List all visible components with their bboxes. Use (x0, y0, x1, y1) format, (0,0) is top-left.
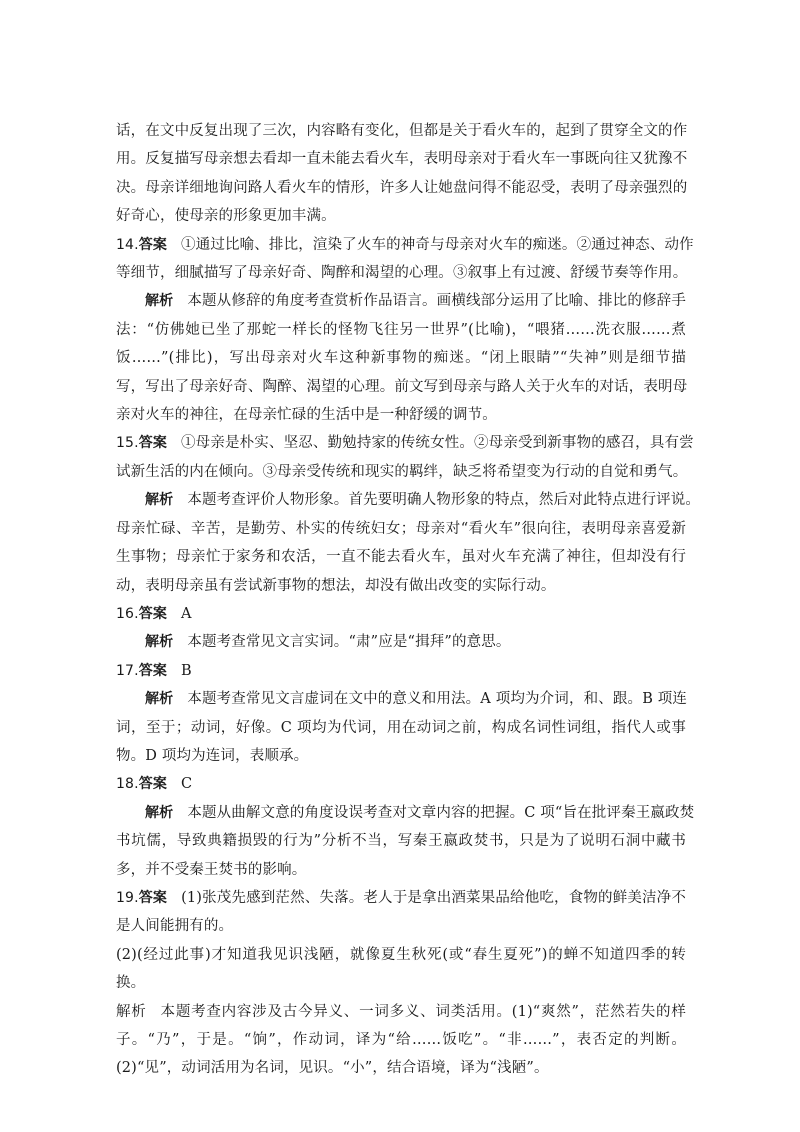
question-number: 17. (116, 662, 139, 679)
answer-label: 答案 (138, 662, 168, 679)
answer-label: 答案 (138, 605, 168, 622)
answer-text: 等细节，细腻描写了母亲好奇、陶醉和渴望的心理。③叙事上有过渡、舒缓节奏等作用。 (116, 265, 688, 282)
analysis-text: 本题考查常见文言虚词在文中的意义和用法。A 项均为介词，和、跟。B 项连 (187, 691, 688, 708)
analysis-text: 词，至于；动词，好像。C 项均为代词，用在动词之前，构成名词性词组，指代人或事 (116, 719, 686, 736)
analysis-text: 子。“乃”，于是。“饷”，作动词，译为“给……饭吃”。“非……”，表否定的判断。 (116, 1032, 686, 1048)
analysis-text: 亲对火车的神往，在母亲忙碌的生活中是一种舒缓的调节。 (116, 407, 497, 424)
q17-answer-line (116, 657, 686, 685)
answer-label: 答案 (138, 236, 168, 253)
analysis-text: 本题从修辞的角度考查赏析作品语言。画横线部分运用了比喻、排比的修辞手 (187, 293, 686, 310)
analysis-text: (2)“见”，动词活用为名词，见识。“小”，结合语境，译为“浅陋”。 (116, 1060, 549, 1077)
analysis-label: 解析 (145, 492, 174, 509)
answer-text: B (181, 662, 192, 679)
q19-analysis-line (116, 998, 686, 1026)
analysis-text: 本题考查常见文言实词。“肃”应是“揖拜”的意思。 (187, 634, 511, 651)
analysis-text: 书坑儒，导致典籍损毁的行为”分析不当，写秦王嬴政焚书，只是为了说明石洞中藏书 (116, 833, 686, 850)
answer-label: 答案 (138, 889, 168, 906)
analysis-text: 多，并不受秦王焚书的影响。 (116, 861, 307, 878)
answer-text: (2)(经过此事)才知道我见识浅陋，就像夏生秋死(或“春生夏死”)的蝉不知道四季的转 (116, 946, 686, 963)
analysis-text: 法：“仿佛她已坐了那蛇一样长的怪物飞往另一世界”(比喻)，“喂猪……洗衣服……煮 (116, 321, 686, 338)
text-line: 用。反复描写母亲想去看却一直未能去看火车，表明母亲对于看火车一事既向往又犹豫不 (116, 151, 688, 168)
question-number: 16. (116, 605, 139, 622)
q18-analysis-line (116, 799, 695, 827)
analysis-text: 动，表明母亲虽有尝试新事物的想法，却没有做出改变的实际行动。 (116, 577, 556, 594)
answer-text: (1)张茂先感到茫然、失落。老人于是拿出酒菜果品给他吃，食物的鲜美洁净不 (181, 889, 687, 906)
text-line: 话，在文中反复出现了三次，内容略有变化，但都是关于看火车的，起到了贯穿全文的作 (116, 123, 688, 139)
q16-analysis-line (116, 628, 686, 656)
q17-analysis-line (116, 685, 686, 713)
answer-label: 答案 (138, 776, 168, 793)
analysis-text: 物。D 项均为连词，表顺承。 (116, 747, 309, 764)
question-number: 14. (116, 236, 139, 253)
answer-text: C (181, 776, 193, 793)
question-number: 19. (116, 889, 139, 906)
answer-text: ①母亲是朴实、坚忍、勤勉持家的传统女性。②母亲受到新事物的感召，具有尝 (181, 435, 694, 452)
q14-analysis-line (116, 287, 686, 315)
answer-text: A (181, 605, 192, 622)
analysis-label: 解析 (145, 691, 174, 708)
q15-answer-line (116, 429, 694, 457)
q16-answer-line (116, 600, 686, 628)
answer-text: 试新生活的内在倾向。③母亲受传统和现实的羁绊，缺乏将希望变为行动的自觉和勇气。 (116, 463, 688, 480)
text-line: 决。母亲详细地询问路人看火车的情形，许多人让她盘问得不能忍受，表明了母亲强烈的 (116, 179, 688, 196)
text-line: 好奇心，使母亲的形象更加丰满。 (116, 208, 336, 225)
analysis-text: 本题从曲解文意的角度设误考查对文章内容的把握。C 项“旨在批评秦王嬴政焚 (187, 804, 695, 821)
analysis-text: 饭……”(排比)，写出母亲对火车这种新事物的痴迷。“闭上眼睛”“失神”则是细节描 (116, 350, 686, 367)
q19-answer-line (116, 884, 686, 912)
answer-content (116, 117, 701, 1083)
analysis-text: 本题考查评价人物形象。首先要明确人物形象的特点，然后对此特点进行评说。 (187, 492, 701, 509)
answer-text: 换。 (116, 975, 146, 992)
analysis-text: 本题考查内容涉及古今异义、一词多义、词类活用。(1)“爽然”，茫然若失的样 (160, 1003, 686, 1020)
answer-text: ①通过比喻、排比，渲染了火车的神奇与母亲对火车的痴迷。②通过神态、动作 (181, 236, 694, 253)
question-number: 15. (116, 435, 139, 452)
q15-analysis-line (116, 486, 701, 514)
question-number: 18. (116, 776, 139, 793)
q18-answer-line (116, 770, 686, 798)
analysis-label: 解析 (145, 293, 174, 310)
analysis-label: 解析 (145, 804, 174, 821)
answer-label: 答案 (138, 435, 168, 452)
analysis-label: 解析 (116, 1003, 147, 1020)
analysis-label: 解析 (145, 634, 174, 651)
answer-text: 是人间能拥有的。 (116, 918, 234, 935)
analysis-text: 写，写出了母亲好奇、陶醉、渴望的心理。前文写到母亲与路人关于火车的对话，表明母 (116, 378, 688, 395)
q14-answer-line (116, 231, 694, 259)
analysis-text: 生事物；母亲忙于家务和农活，一直不能去看火车，虽对火车充满了神往，但却没有行 (116, 549, 686, 566)
analysis-text: 母亲忙碌、辛苦，是勤劳、朴实的传统妇女；母亲对“看火车”很向往，表明母亲喜爱新 (116, 520, 686, 537)
